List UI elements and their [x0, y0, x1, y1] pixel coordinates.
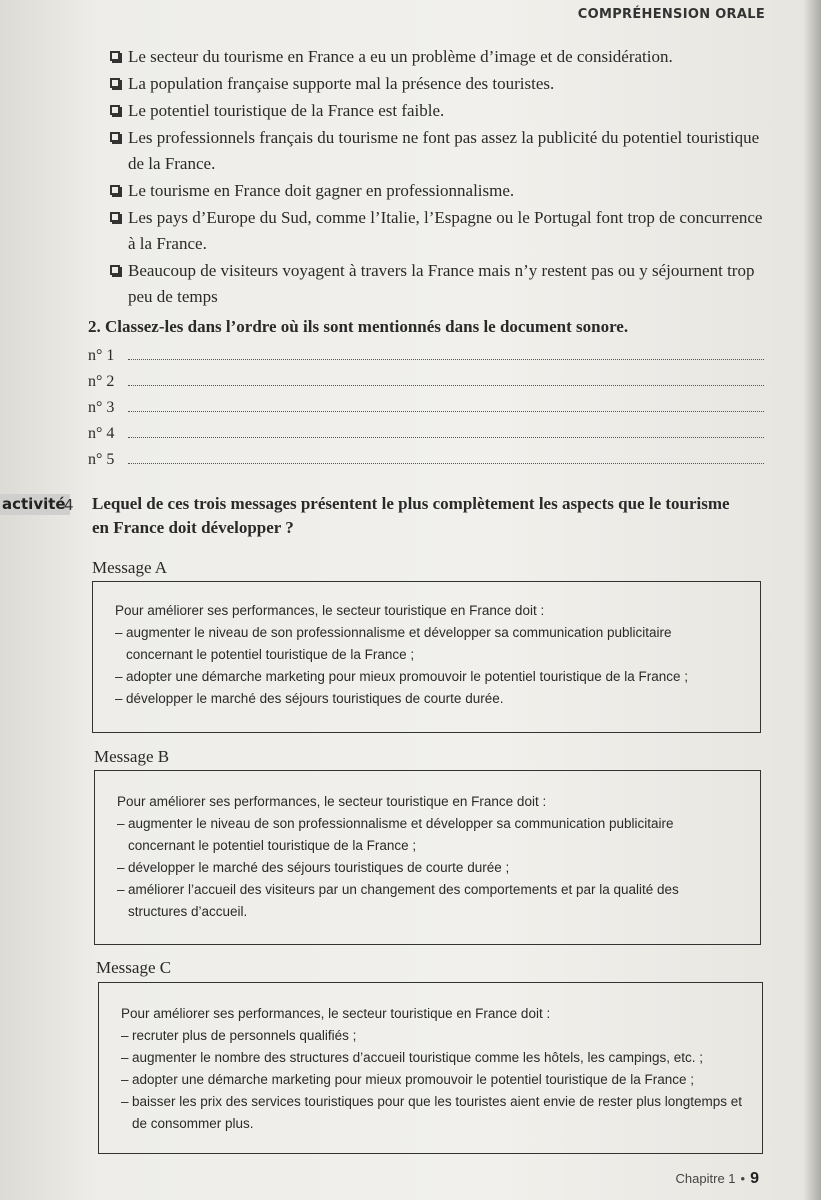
- message-item: – améliorer l’accueil des visiteurs par un changement des comportements et par la qualité des structures d’accueil.: [117, 879, 740, 923]
- answer-line-label: n° 3: [88, 399, 115, 416]
- checklist-item[interactable]: [108, 205, 768, 257]
- answer-line-label: n° 2: [88, 373, 115, 390]
- checkbox-icon[interactable]: [110, 185, 120, 195]
- dotted-line[interactable]: [128, 449, 764, 464]
- checklist-item-text: Le tourisme en France doit gagner en professionnalisme.: [128, 181, 515, 200]
- page-number: 9: [750, 1170, 759, 1187]
- checkbox-icon[interactable]: [110, 212, 120, 222]
- page-footer: [676, 1170, 759, 1188]
- answer-line[interactable]: [88, 345, 764, 371]
- checklist-item[interactable]: [108, 98, 768, 124]
- checkbox-icon[interactable]: [110, 105, 120, 115]
- checklist-item-text: Le secteur du tourisme en France a eu un problème d’image et de considération.: [128, 47, 673, 66]
- answer-line[interactable]: [88, 449, 764, 475]
- checklist-item[interactable]: [108, 258, 768, 310]
- answer-line-label: n° 5: [88, 451, 115, 468]
- message-item: – développer le marché des séjours touristiques de courte durée ;: [117, 857, 740, 879]
- message-item: – adopter une démarche marketing pour mieux promouvoir le potentiel touristique de la France ;: [115, 666, 740, 688]
- message-item: – augmenter le nombre des structures d’accueil touristique comme les hôtels, les campings, etc. ;: [121, 1047, 744, 1069]
- answer-lines: [88, 345, 764, 475]
- message-b-box: [94, 770, 761, 945]
- checklist-item-text: Le potentiel touristique de la France est faible.: [128, 101, 445, 120]
- dotted-line[interactable]: [128, 371, 764, 386]
- message-item: – baisser les prix des services touristiques pour que les touristes aient envie de rester plus longtemps et de consommer plus.: [121, 1091, 744, 1135]
- checkbox-icon[interactable]: [110, 78, 120, 88]
- statement-checklist: [108, 44, 768, 311]
- answer-line[interactable]: [88, 423, 764, 449]
- message-c-box: [98, 982, 763, 1154]
- checkbox-icon[interactable]: [110, 51, 120, 61]
- checklist-item[interactable]: [108, 44, 768, 70]
- message-item: – développer le marché des séjours touristiques de courte durée.: [115, 688, 740, 710]
- message-a-title: Message A: [92, 558, 168, 577]
- checklist-item[interactable]: [108, 125, 768, 177]
- message-a-list: [115, 622, 740, 710]
- activity-question: Lequel de ces trois messages présentent le plus complètement les aspects que le tourisme en France doit développer ?: [92, 494, 730, 537]
- activity-label: activité: [0, 494, 70, 515]
- answer-line[interactable]: [88, 371, 764, 397]
- message-item: – augmenter le niveau de son professionnalisme et développer sa communication publicitaire concernant le potentiel touristique de la France ;: [115, 622, 740, 666]
- answer-line[interactable]: [88, 397, 764, 423]
- dotted-line[interactable]: [128, 397, 764, 412]
- dotted-line[interactable]: [128, 423, 764, 438]
- checklist-item[interactable]: [108, 178, 768, 204]
- checklist-item-text: Les professionnels français du tourisme ne font pas assez la publicité du potentiel touristique de la France.: [128, 128, 760, 173]
- checklist-item-text: Les pays d’Europe du Sud, comme l’Italie, l’Espagne ou le Portugal font trop de concurrence à la France.: [128, 208, 763, 253]
- message-intro: Pour améliorer ses performances, le secteur touristique en France doit :: [117, 794, 547, 809]
- activity-number: 4: [64, 496, 74, 514]
- question-2: 2. Classez-les dans l’ordre où ils sont mentionnés dans le document sonore.: [88, 317, 629, 336]
- message-c-list: [121, 1025, 744, 1135]
- message-item: – augmenter le niveau de son professionnalisme et développer sa communication publicitaire concernant le potentiel touristique de la France ;: [117, 813, 740, 857]
- message-intro: Pour améliorer ses performances, le secteur touristique en France doit :: [115, 603, 545, 618]
- answer-line-label: n° 1: [88, 347, 115, 364]
- footer-bullet: •: [740, 1171, 746, 1186]
- checklist-item[interactable]: [108, 71, 768, 97]
- answer-line-label: n° 4: [88, 425, 115, 442]
- page-edge-shadow: [803, 0, 821, 1200]
- message-item: – recruter plus de personnels qualifiés ;: [121, 1025, 744, 1047]
- message-b-title: Message B: [94, 747, 170, 766]
- chapter-label: Chapitre 1: [675, 1171, 736, 1186]
- message-b-list: [117, 813, 740, 923]
- message-intro: Pour améliorer ses performances, le secteur touristique en France doit :: [121, 1006, 551, 1021]
- message-c-title: Message C: [96, 958, 172, 977]
- checklist-item-text: La population française supporte mal la présence des touristes.: [128, 74, 555, 93]
- checklist-item-text: Beaucoup de visiteurs voyagent à travers la France mais n’y restent pas ou y séjournent trop peu de temps: [128, 261, 755, 306]
- message-a-box: [92, 581, 761, 733]
- dotted-line[interactable]: [128, 345, 764, 360]
- message-item: – adopter une démarche marketing pour mieux promouvoir le potentiel touristique de la France ;: [121, 1069, 744, 1091]
- section-header: COMPRÉHENSION ORALE: [577, 7, 765, 22]
- checkbox-icon[interactable]: [110, 265, 120, 275]
- checkbox-icon[interactable]: [110, 132, 120, 142]
